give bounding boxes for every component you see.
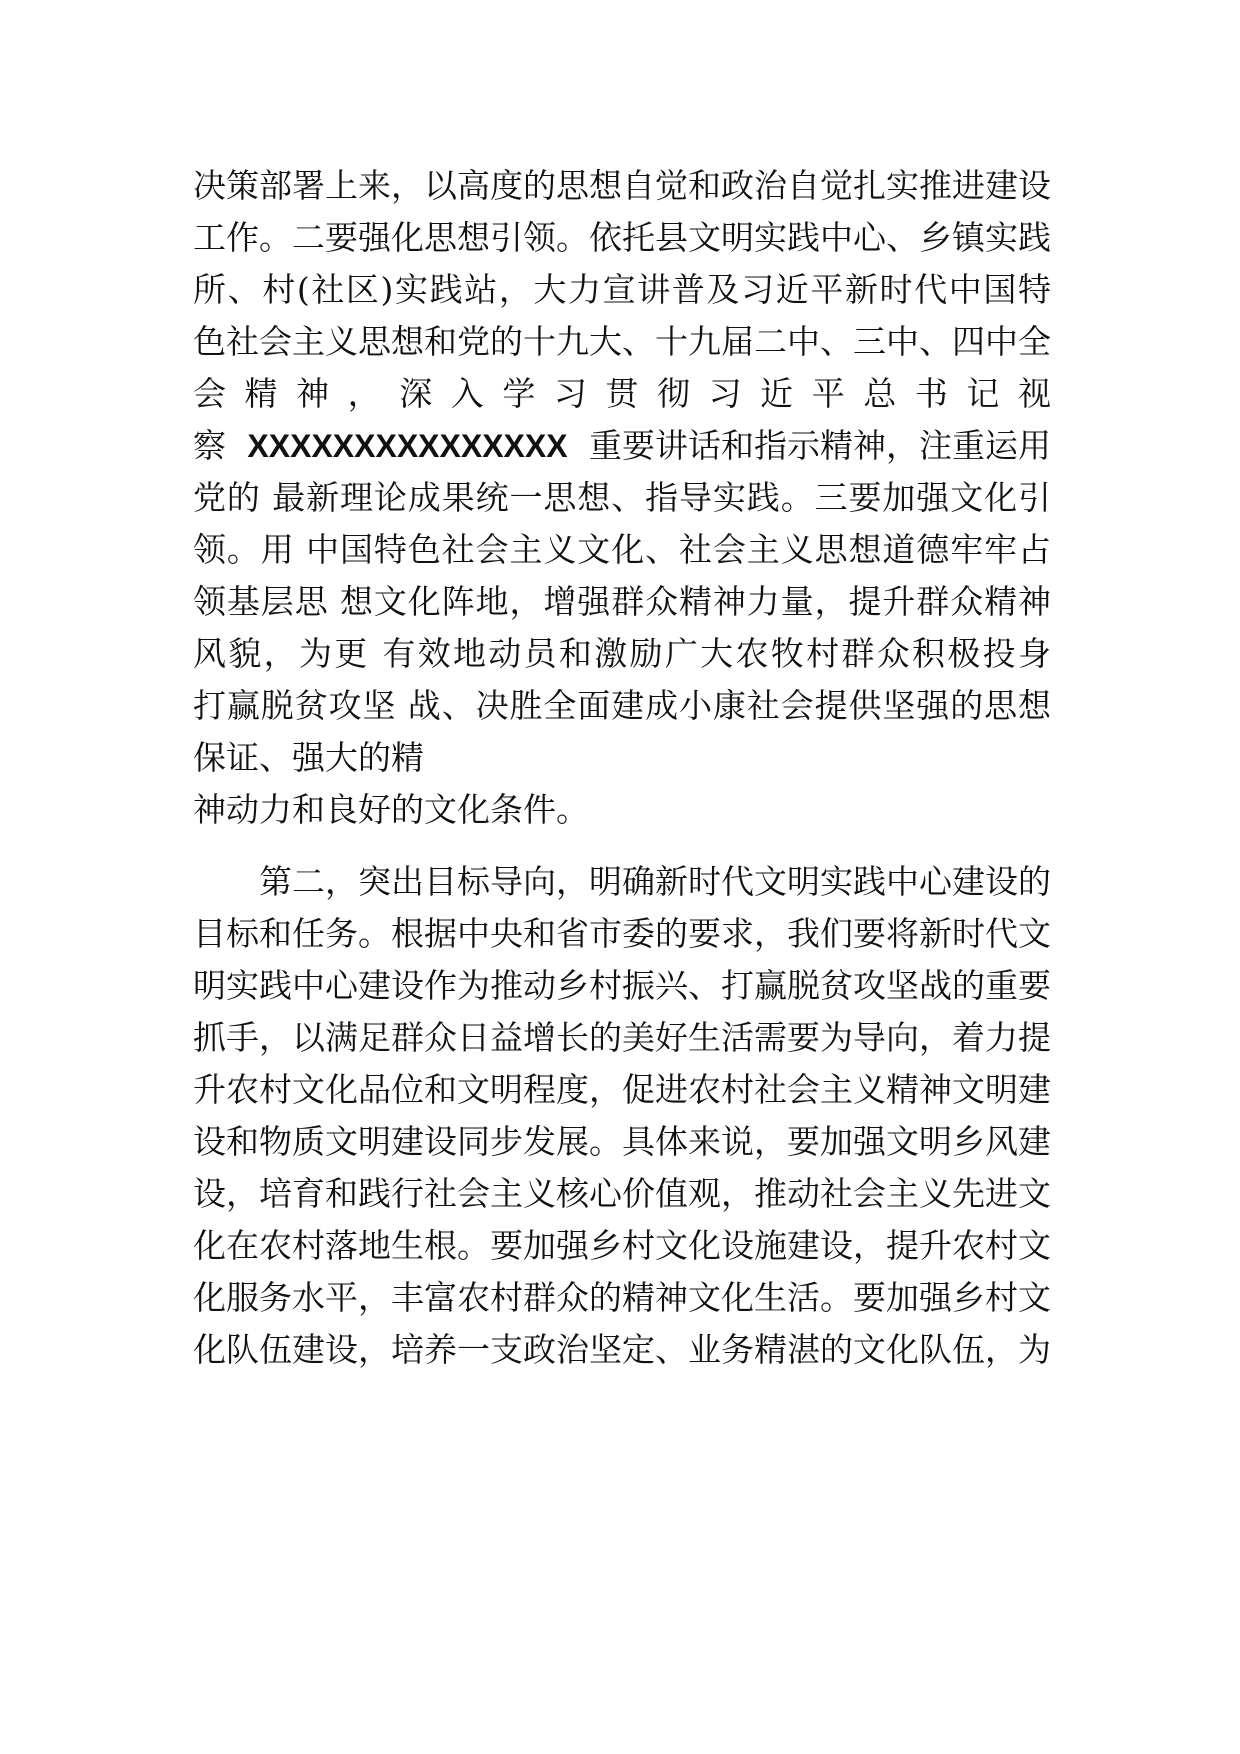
text-line-with-redaction: [193, 420, 1051, 472]
text-line: 神动力和良好的文化条件。: [193, 790, 589, 829]
text-line: 所、村(社区)实践站，大力宣讲普及习近平新时代中国特: [193, 270, 1051, 309]
text-line: 党的 最新理论成果统一思想、指导实践。三要加强文化引: [193, 478, 1051, 517]
text-line: 保证、强大的精: [193, 738, 424, 777]
text-line: 化服务水平，丰富农村群众的精神文化生活。要加强乡村文: [193, 1278, 1051, 1317]
text-line: 会 精 神 ， 深 入 学 习 贯 彻 习 近 平 总 书 记 视: [193, 374, 1051, 413]
text-line: 设和物质文明建设同步发展。具体来说，要加强文明乡风建: [193, 1122, 1051, 1161]
text-line: 打赢脱贫攻坚 战、决胜全面建成小康社会提供坚强的思想: [193, 686, 1051, 725]
text-line: 升农村文化品位和文明程度，促进农村社会主义精神文明建: [193, 1070, 1051, 1109]
text-line: 设，培育和践行社会主义核心价值观，推动社会主义先进文: [193, 1174, 1051, 1213]
text-line: 抓手，以满足群众日益增长的美好生活需要为导向，着力提: [193, 1018, 1051, 1057]
text-line: 工作。二要强化思想引领。依托县文明实践中心、乡镇实践: [193, 218, 1051, 257]
text-line: 风貌，为更 有效地动员和激励广大农牧村群众积极投身: [193, 634, 1051, 673]
text-line: 领基层思 想文化阵地，增强群众精神力量，提升群众精神: [193, 582, 1051, 621]
text-line: 化在农村落地生根。要加强乡村文化设施建设，提升农村文: [193, 1226, 1051, 1265]
text-line: 领。用 中国特色社会主义文化、社会主义思想道德牢牢占: [193, 530, 1051, 569]
text-line: 决策部署上来，以高度的思想自觉和政治自觉扎实推进建设: [193, 166, 1051, 205]
text-line: 化队伍建设，培养一支政治坚定、业务精湛的文化队伍，为: [193, 1330, 1051, 1369]
text-line: 目标和任务。根据中央和省市委的要求，我们要将新时代文: [193, 914, 1051, 953]
text-fragment: 察: [193, 426, 226, 465]
text-line: 明实践中心建设作为推动乡村振兴、打赢脱贫攻坚战的重要: [193, 966, 1051, 1005]
paragraph-first-line: 第二，突出目标导向，明确新时代文明实践中心建设的: [259, 862, 1051, 901]
text-line: 色社会主义思想和党的十九大、十九届二中、三中、四中全: [193, 322, 1051, 361]
text-fragment: 重要讲话和指示精神，注重运用: [589, 426, 1051, 465]
redacted-placeholder: XXXXXXXXXXXXXXX: [247, 428, 568, 464]
